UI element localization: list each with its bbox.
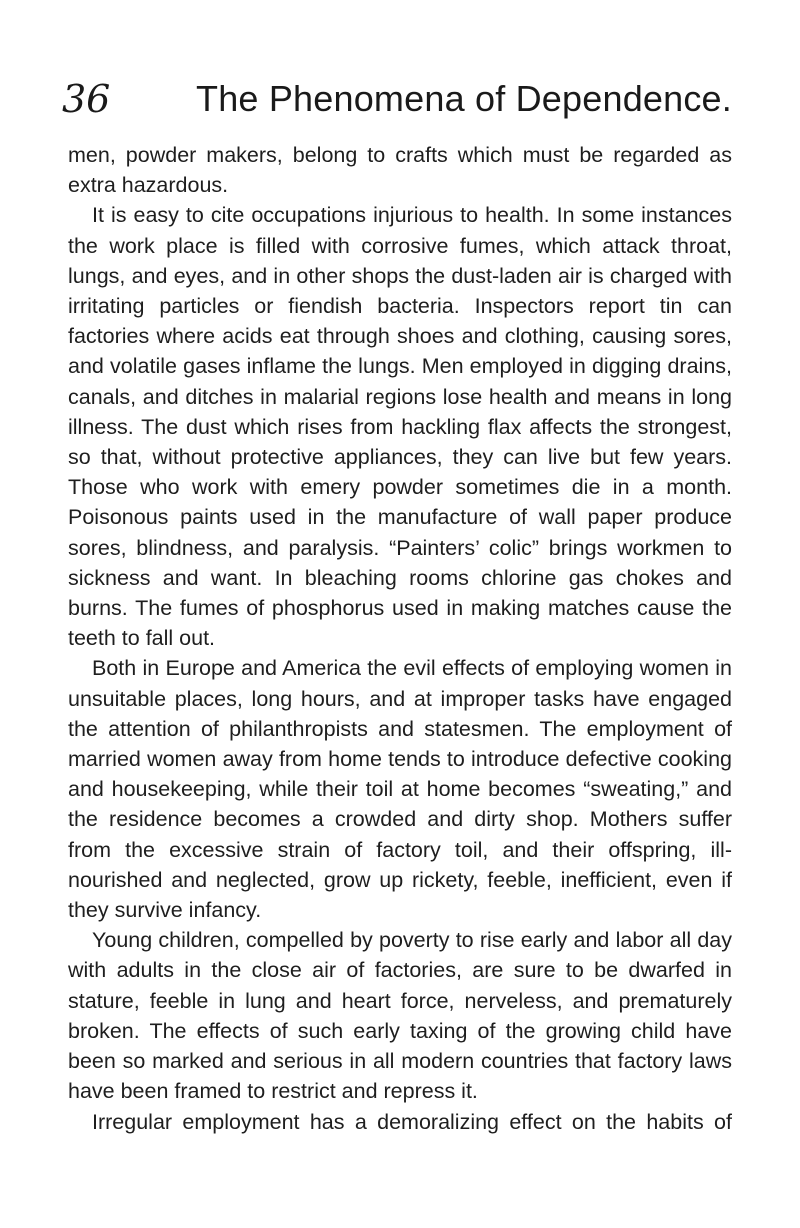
page-header [0,74,800,134]
paragraph-irregular-employment: Irregular employment has a demoralizing effect on the habits of [92,1109,732,1134]
paragraph-children: Young children, compelled by poverty to rise early and labor all day with adults in the close air of factories, are sure to be dwarfed in stature, feeble in lung and heart force, nerveless, and prematurely broken. The effects of such early taxing of the growing child have been so marked and serious in all modern countries that factory laws have been framed to restrict and repress it. [68,928,732,1104]
paragraph-women: Both in Europe and America the evil effects of employing women in unsuitable places, long hours, and at improper tasks have engaged the attention of philanthropists and statesmen. The employment of married women away from home tends to introduce defective cooking and housekeeping, while their toil at home becomes “sweating,” and the residence becomes a crowded and dirty shop. Mothers suffer from the excessive strain of factory toil, and their offspring, ill-nourished and neglected, grow up rickety, feeble, inefficient, even if they survive infancy. [68,656,732,923]
page-number: 36 [62,77,111,121]
paragraph-occupations: It is easy to cite occupations injurious to health. In some instances the work place is filled with corrosive fumes, which attack throat, lungs, and eyes, and in other shops the dust-laden air is charged with irritating particles or fiendish bacteria. Inspectors report tin can factories where acids eat through shoes and clothing, causing sores, and volatile gases inflame the lungs. Men employed in digging drains, canals, and ditches in malarial regions lose health and means in long illness. The dust which rises from hackling flax affects the strongest, so that, without protective appliances, they can live but few years. Those who work with emery powder sometimes die in a month. Poisonous paints used in the manufacture of wall paper produce sores, blindness, and paralysis. “Painters’ colic” brings workmen to sickness and want. In bleaching rooms chlorine gas chokes and burns. The fumes of phosphorus used in making matches cause the teeth to fall out. [68,203,732,651]
running-title: The Phenomena of Dependence. [196,78,732,119]
body-text [68,140,732,1137]
paragraph-continuation: men, powder makers, belong to crafts which must be regarded as extra hazardous. [68,143,732,198]
